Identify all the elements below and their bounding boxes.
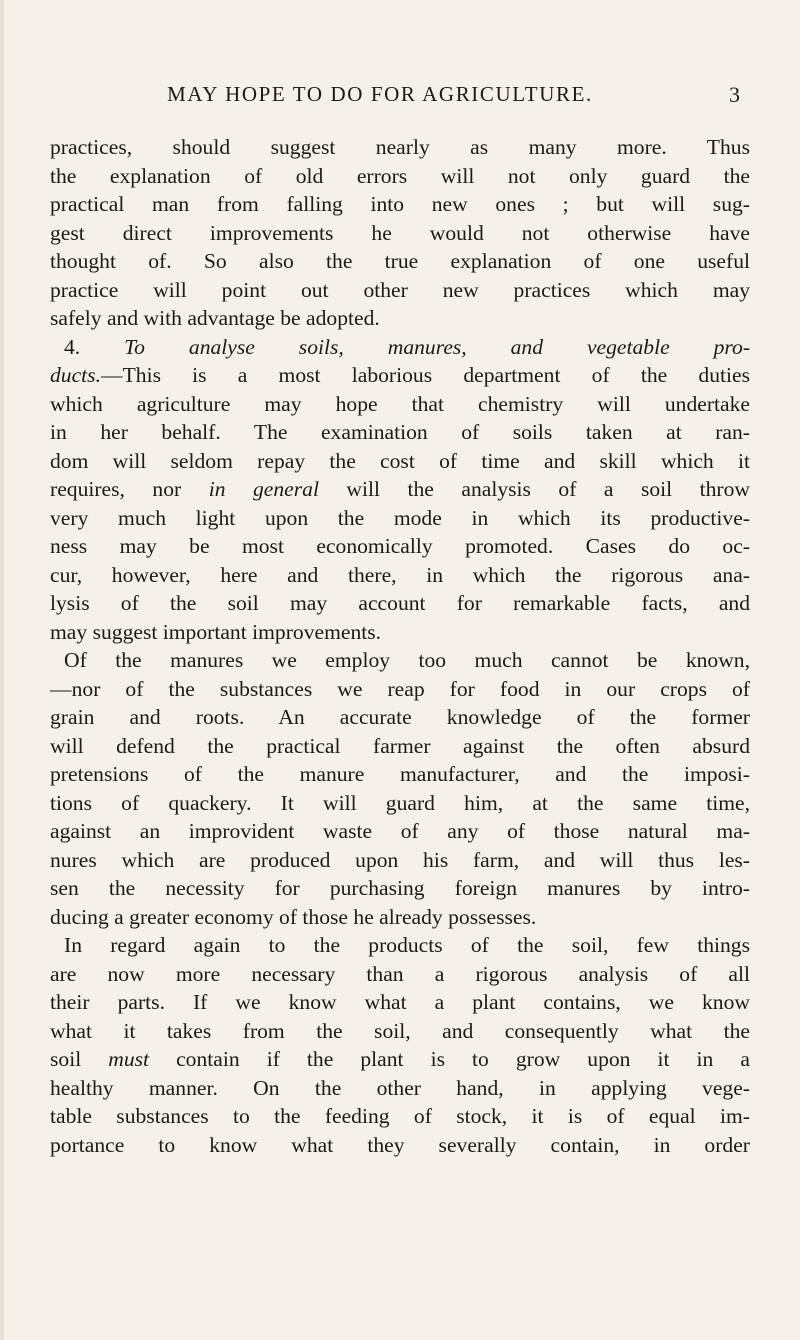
text-line: very much light upon the mode in which its productive- (50, 505, 750, 530)
emphasis-italic: in general (208, 477, 319, 501)
section-heading-italic: To analyse soils, manures, and vegetable pro- (124, 334, 751, 359)
text-line: the explanation of old errors will not only guard the (50, 163, 750, 188)
text-fragment: —This is a most laborious department of the duties (100, 363, 750, 387)
text-line: ducing a greater economy of those he already possesses. (50, 904, 537, 929)
text-line: sen the necessity for purchasing foreign manures by intro- (50, 876, 750, 900)
text-fragment: requires, nor (50, 477, 209, 501)
text-line: cur, however, here and there, in which the rigorous ana- (50, 562, 750, 587)
text-line: healthy manner. On the other hand, in applying vege- (50, 1075, 750, 1100)
section-number: 4. (64, 334, 125, 359)
text-fragment: soil (50, 1047, 109, 1071)
text-line: nures which are produced upon his farm, and will thus les- (50, 847, 750, 872)
text-line: pretensions of the manure manufacturer, and the imposi- (50, 762, 750, 786)
text-line: lysis of the soil may account for remarkable facts, and (50, 591, 750, 615)
text-line (50, 475, 750, 504)
section-heading-italic: ducts. (50, 363, 101, 387)
text-line: practices, should suggest nearly as many more. Thus (50, 135, 750, 159)
text-line: gest direct improvements he would not otherwise have (50, 220, 750, 245)
text-line: In regard again to the products of the soil, few things (64, 933, 750, 957)
text-line: practical man from falling into new ones ; but will sug- (50, 192, 750, 216)
page-edge-shadow (0, 0, 4, 1340)
text-fragment: will the analysis of a soil throw (318, 477, 751, 501)
text-line: thought of. So also the true explanation of one useful (50, 249, 750, 273)
body-text (50, 133, 750, 1159)
text-line: against an improvident waste of any of those natural ma- (50, 819, 750, 843)
text-line: ness may be most economically promoted. Cases do oc- (50, 534, 750, 558)
section-heading-line (50, 333, 750, 362)
text-line: grain and roots. An accurate knowledge of the former (50, 705, 750, 729)
text-line: tions of quackery. It will guard him, at the same time, (50, 790, 750, 815)
text-line (50, 1045, 750, 1074)
text-line: portance to know what they severally contain, in order (50, 1132, 750, 1157)
text-line: may suggest important improvements. (50, 619, 382, 644)
emphasis-italic: must (108, 1047, 150, 1071)
text-line: which agriculture may hope that chemistry will undertake (50, 391, 750, 416)
text-line: dom will seldom repay the cost of time and skill which it (50, 448, 750, 473)
text-line: what it takes from the soil, and consequently what the (50, 1018, 750, 1043)
text-line: table substances to the feeding of stock, it is of equal im- (50, 1104, 750, 1128)
text-line: safely and with advantage be adopted. (50, 306, 380, 330)
text-fragment: contain if the plant is to grow upon it in a (149, 1047, 750, 1071)
text-line (50, 361, 750, 390)
text-line: are now more necessary than a rigorous analysis of all (50, 961, 750, 986)
text-line: will defend the practical farmer against the often absurd (50, 733, 750, 758)
text-line: in her behalf. The examination of soils taken at ran- (50, 420, 750, 444)
page-header (0, 82, 800, 112)
text-line: Of the manures we employ too much cannot be known, (64, 648, 750, 672)
text-line: their parts. If we know what a plant contains, we know (50, 990, 750, 1014)
text-line: —nor of the substances we reap for food in our crops of (50, 676, 750, 701)
page-number: 3 (729, 82, 740, 107)
running-head: MAY HOPE TO DO FOR AGRICULTURE. (167, 82, 593, 106)
text-line: practice will point out other new practices which may (50, 277, 750, 302)
